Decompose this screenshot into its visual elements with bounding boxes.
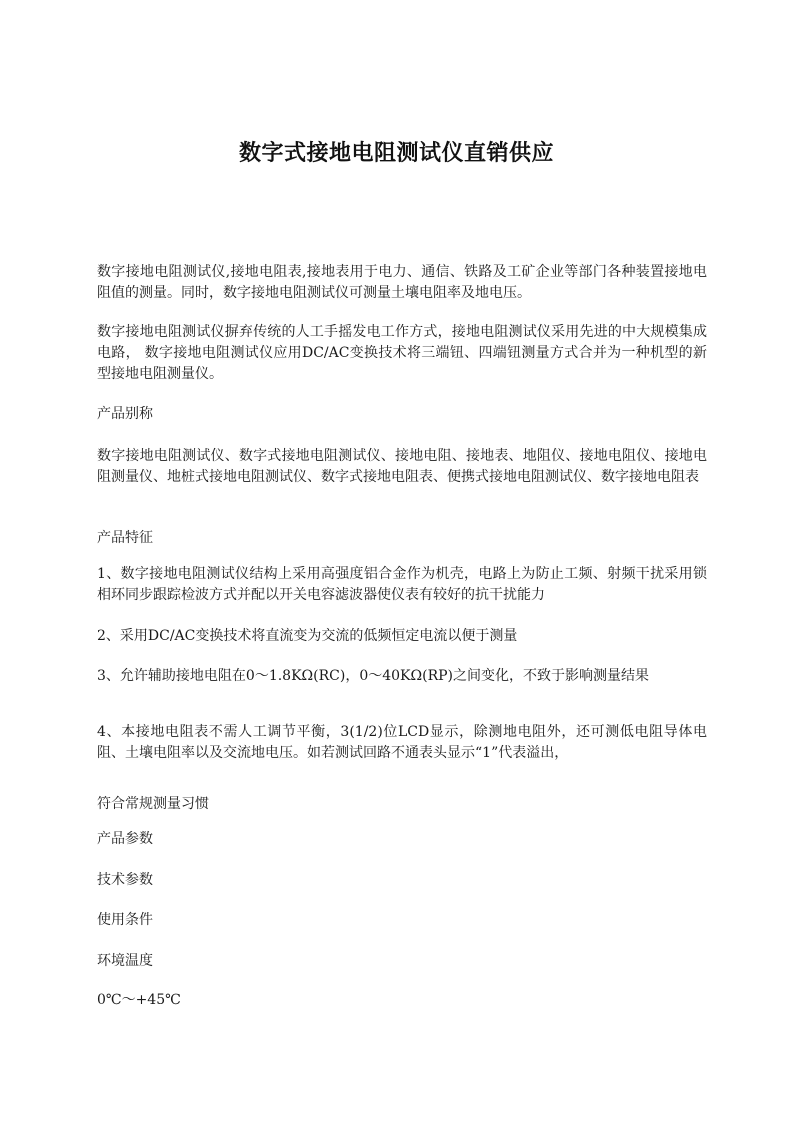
section-heading-conditions: 使用条件: [97, 912, 153, 928]
feature-item-4: 4、本接地电阻表不需人工调节平衡，3(1/2)位LCD显示，除测地电阻外，还可测低电阻导体电阻、土壤电阻率以及交流地电压。如若测试回路不通表头显示“1”代表溢出，: [97, 724, 707, 761]
measurement-habit-line: 符合常规测量习惯: [97, 796, 209, 812]
section-heading-features: 产品特征: [97, 530, 153, 546]
feature-item-1: 1、数字接地电阻测试仪结构上采用高强度铝合金作为机壳，电路上为防止工频、射频干扰采用锁相环同步跟踪检波方式并配以开关电容滤波器使仪表有较好的抗干扰能力: [97, 566, 707, 603]
section-heading-aliases: 产品别称: [97, 406, 153, 422]
section-heading-parameters: 产品参数: [97, 831, 153, 847]
temperature-range: 0℃～+45℃: [97, 992, 181, 1008]
intro-paragraph: 数字接地电阻测试仪,接地电阻表,接地表用于电力、通信、铁路及工矿企业等部门各种装置接地电阻值的测量。同时，数字接地电阻测试仪可测量土壤电阻率及地电压。: [97, 264, 707, 301]
section-heading-technical: 技术参数: [97, 872, 153, 888]
section-heading-temperature: 环境温度: [97, 953, 153, 969]
feature-item-2: 2、采用DC/AC变换技术将直流变为交流的低频恒定电流以便于测量: [97, 628, 518, 644]
technology-paragraph: 数字接地电阻测试仪摒弃传统的人工手摇发电工作方式，接地电阻测试仪采用先进的中大规模集成电路， 数字接地电阻测试仪应用DC/AC变换技术将三端钮、四端钮测量方式合并为一种机型的新型接地电阻测量仪。: [97, 324, 707, 382]
document-title: 数字式接地电阻测试仪直销供应: [238, 141, 554, 166]
feature-item-3: 3、允许辅助接地电阻在0～1.8KΩ(RC)，0～40KΩ(RP)之间变化，不致于影响测量结果: [97, 668, 649, 684]
aliases-paragraph: 数字接地电阻测试仪、数字式接地电阻测试仪、接地电阻、接地表、地阻仪、接地电阻仪、接地电阻测量仪、地桩式接地电阻测试仪、数字式接地电阻表、便携式接地电阻测试仪、数字接地电阻表: [97, 448, 707, 485]
